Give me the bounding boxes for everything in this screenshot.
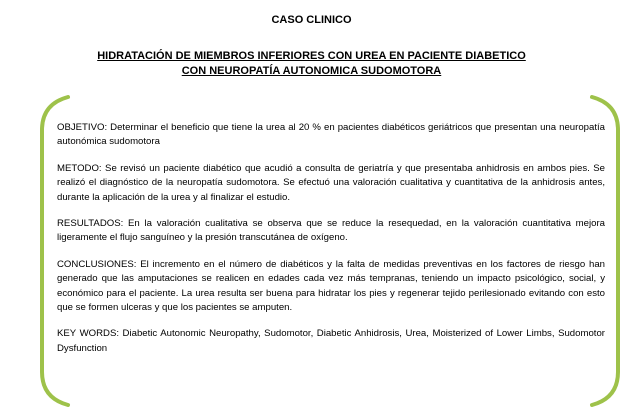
conclusions-paragraph: CONCLUSIONES: El incremento en el número de diabéticos y la falta de medidas preventivas en los factores de riesgo han generado que las amputaciones se realicen en edades cada vez más tempranas, teniendo un impacto psicológico, social, y económico para el paciente. La urea resulta ser buena para hidratar los pies y regenerar tejido perilesionado evitando con esto que se formen ulceras y que los pacientes se amputen. — [57, 258, 605, 314]
keywords-paragraph: KEY WORDS: Diabetic Autonomic Neuropathy, Sudomotor, Diabetic Anhidrosis, Urea, Moisterized of Lower Limbs, Sudomotor Dysfunction — [57, 328, 605, 354]
method-paragraph: METODO: Se revisó un paciente diabético que acudió a consulta de geriatría y que presentaba anhidrosis en ambos pies. Se realizó el diagnóstico de la neuropatía sudomotora. Se efectuó una valoración cualitativa y cuantitativa de la anhidrosis antes, durante la aplicación de la urea y al finalizar el estudio. — [57, 162, 605, 203]
objective-paragraph: OBJETIVO: Determinar el beneficio que tiene la urea al 20 % en pacientes diabéticos geriátricos que presentan una neuropatía autonómica sudomotora — [57, 122, 605, 148]
results-paragraph: RESULTADOS: En la valoración cualitativa se observa que se reduce la resequedad, en la valoración cuantitativa mejora ligeramente el flujo sanguíneo y la presión transcutánea de oxígeno. — [57, 218, 605, 244]
abstract-body — [57, 121, 605, 368]
heading-line-1: HIDRATACIÓN DE MIEMBROS INFERIORES CON UREA EN PACIENTE DIABETICO — [97, 50, 526, 62]
heading-line-2: CON NEUROPATÍA AUTONOMICA SUDOMOTORA — [181, 65, 442, 77]
case-title: CASO CLINICO — [271, 14, 352, 26]
